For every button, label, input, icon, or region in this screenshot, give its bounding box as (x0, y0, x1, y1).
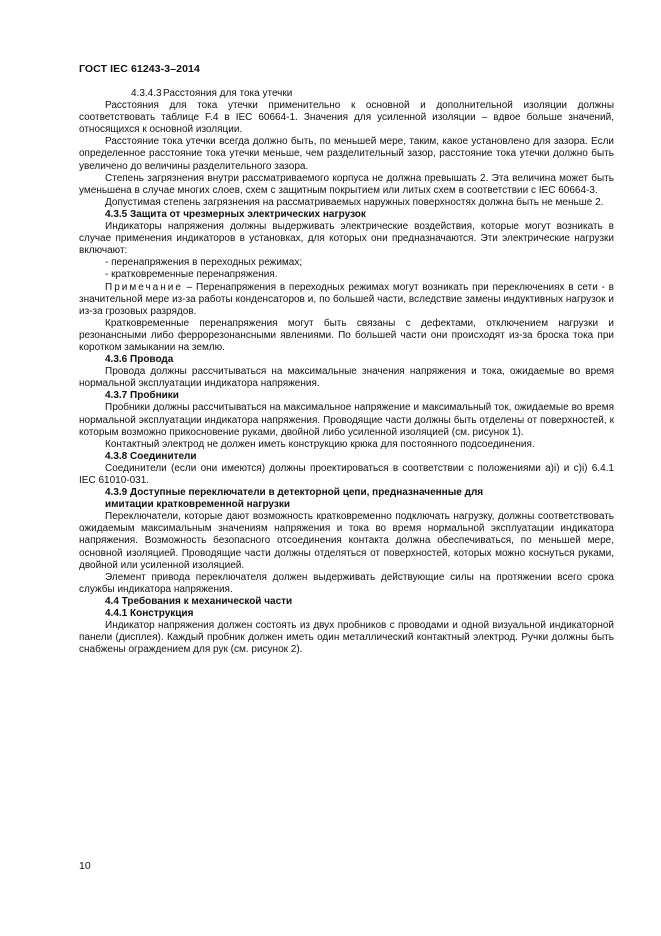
paragraph: Провода должны рассчитываться на максимальные значения напряжения и тока, ожидаемые во время нормальной эксплуатации индикатора напряжения. (79, 366, 614, 390)
section-heading-4-3-4-3 (79, 88, 614, 100)
section-heading-4-3-9-cont: имитации кратковременной нагрузки (105, 499, 290, 511)
section-number: 4.3.4.3 (131, 88, 162, 99)
note-paragraph (79, 282, 614, 318)
section-heading-4-4-1: 4.4.1 Конструкция (105, 608, 194, 620)
paragraph: Расстояние тока утечки всегда должно быть, по меньшей мере, таким, какое установлено для зазора. Если определенное расстояние тока утечки меньше, чем разделительный зазор, расстояние тока утечки должно быть увеличено до величины разделительного зазора. (79, 136, 614, 172)
document-body (79, 88, 614, 656)
paragraph: Элемент привода переключателя должен выдерживать действующие силы на протяжении всего срока службы индикатора напряжения. (79, 571, 614, 595)
section-heading-4-4: 4.4 Требования к механической части (105, 595, 293, 607)
paragraph: Расстояния для тока утечки применительно к основной и дополнительной изоляции должны соответствовать таблице F.4 в IEC 60664-1. Значения для усиленной изоляции – вдвое больше значений, относящихся к основной изоляции. (79, 100, 614, 136)
document-header: ГОСТ IEC 61243-3–2014 (79, 63, 200, 75)
paragraph: Контактный электрод не должен иметь конструкцию крюка для постоянного подсоединения. (105, 438, 535, 450)
paragraph: Допустимая степень загрязнения на рассматриваемых наружных поверхностях должна быть не меньше 2. (105, 196, 604, 208)
section-heading-4-3-6: 4.3.6 Провода (105, 354, 174, 366)
note-label: Примечание (105, 281, 183, 293)
paragraph: Пробники должны рассчитываться на максимальное напряжение и максимальный ток, ожидаемые во время нормальной эксплуатации индикатора напряжения. Проводящие части должны быть отделены от поверхностей, к которым возможно прикосновение руками, двойной либо усиленной изоляцией (см. рисунок 1). (79, 402, 614, 438)
list-item: - перенапряжения в переходных режимах; (105, 257, 303, 269)
section-heading-4-3-5: 4.3.5 Защита от чрезмерных электрических нагрузок (105, 208, 366, 220)
paragraph: Индикаторы напряжения должны выдерживать электрические воздействия, которые могут возникать в случае применения индикаторов в установках, для которых они предназначаются. Эти электрические нагрузки включают: (79, 221, 614, 257)
section-title: Расстояния для тока утечки (163, 88, 293, 99)
list-item: - кратковременные перенапряжения. (105, 269, 278, 281)
paragraph: Степень загрязнения внутри рассматриваемого корпуса не должна превышать 2. Эта величина может быть уменьшена в случае многих слоев, схем с защитным покрытием или литых схем в соответствии с IEC 60664-3. (79, 172, 614, 196)
page-number: 10 (79, 860, 91, 872)
paragraph: Соединители (если они имеются) должны проектироваться в соответствии с положениями a)i) и c)i) 6.4.1 IEC 61010-031. (79, 462, 614, 486)
paragraph: Переключатели, которые дают возможность кратковременно подключать нагрузку, должны соответствовать ожидаемым максимальным значениям напряжения и тока во время нормальной эксплуатации индикатора напряжения. Возможность безопасного отсоединения контакта должна обеспечиваться, по меньшей мере, основной изоляцией. Проводящие части должны отделяться от поверхностей, которых можно коснуться руками, двойной или усиленной изоляцией. (79, 511, 614, 571)
section-heading-4-3-7: 4.3.7 Пробники (105, 390, 179, 402)
note-text: – Перенапряжения в переходных режимах могут возникать при переключениях в сети - в значительной мере из-за работы конденсаторов и, по большей части, вследствие замены индуктивных нагрузок и из-за грозовых разрядов. (79, 281, 614, 317)
section-heading-4-3-9: 4.3.9 Доступные переключатели в детекторной цепи, предназначенные для (105, 487, 484, 499)
section-heading-4-3-8: 4.3.8 Соединители (105, 450, 197, 462)
paragraph: Индикатор напряжения должен состоять из двух пробников с проводами и одной визуальной индикаторной панели (дисплея). Каждый пробник должен иметь один металлический контактный электрод. Ручки должны быть снабжены ограждением для рук (см. рисунок 2). (79, 620, 614, 656)
paragraph: Кратковременные перенапряжения могут быть связаны с дефектами, отключением нагрузки и резонансными либо феррорезонансными явлениями. По большей части они происходят из-за броска тока при коротком замыкании на землю. (79, 317, 614, 353)
